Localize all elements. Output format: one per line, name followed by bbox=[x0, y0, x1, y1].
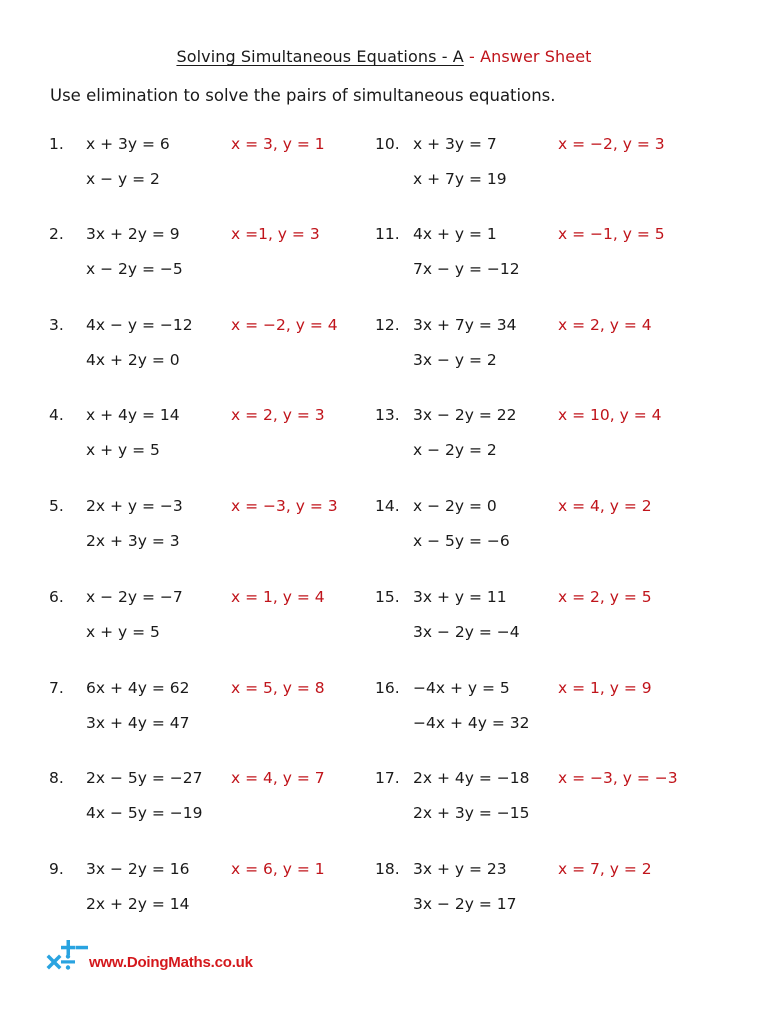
answer: x = −1, y = 5 bbox=[558, 225, 665, 243]
problem-number: 12. bbox=[375, 316, 400, 334]
equation-2: 4x − 5y = −19 bbox=[86, 804, 203, 822]
equation-2: x + y = 5 bbox=[86, 623, 160, 641]
equation-2: 7x − y = −12 bbox=[413, 260, 520, 278]
equation-1: x + 4y = 14 bbox=[86, 406, 180, 424]
equation-2: 2x + 2y = 14 bbox=[86, 895, 190, 913]
problem-number: 1. bbox=[49, 135, 64, 153]
equation-2: x − y = 2 bbox=[86, 170, 160, 188]
answer: x = −2, y = 4 bbox=[231, 316, 338, 334]
equation-1: x − 2y = −7 bbox=[86, 588, 183, 606]
equation-2: 3x − 2y = 17 bbox=[413, 895, 517, 913]
math-operators-icon bbox=[46, 938, 88, 978]
answer: x = 2, y = 5 bbox=[558, 588, 652, 606]
equation-2: 4x + 2y = 0 bbox=[86, 351, 180, 369]
problem-number: 16. bbox=[375, 679, 400, 697]
equation-2: 2x + 3y = −15 bbox=[413, 804, 530, 822]
equation-1: 3x + y = 23 bbox=[413, 860, 507, 878]
answer: x = −3, y = 3 bbox=[231, 497, 338, 515]
problem-number: 11. bbox=[375, 225, 400, 243]
equation-1: 3x − 2y = 16 bbox=[86, 860, 190, 878]
site-url-link[interactable]: www.DoingMaths.co.uk bbox=[89, 954, 253, 971]
equation-2: x + y = 5 bbox=[86, 441, 160, 459]
equation-1: 3x + 2y = 9 bbox=[86, 225, 180, 243]
equation-1: 3x − 2y = 22 bbox=[413, 406, 517, 424]
problem-number: 3. bbox=[49, 316, 64, 334]
answer: x = −3, y = −3 bbox=[558, 769, 678, 787]
answer: x = 3, y = 1 bbox=[231, 135, 325, 153]
title-separator: - bbox=[463, 47, 481, 66]
problem-number: 6. bbox=[49, 588, 64, 606]
equation-1: 6x + 4y = 62 bbox=[86, 679, 190, 697]
problem-number: 15. bbox=[375, 588, 400, 606]
answer: x = 2, y = 4 bbox=[558, 316, 652, 334]
worksheet-title: Solving Simultaneous Equations - A bbox=[176, 47, 464, 66]
equation-1: x − 2y = 0 bbox=[413, 497, 497, 515]
answer-sheet-label: Answer Sheet bbox=[480, 47, 592, 66]
instructions: Use elimination to solve the pairs of simultaneous equations. bbox=[50, 86, 556, 105]
equation-2: −4x + 4y = 32 bbox=[413, 714, 530, 732]
equation-2: 2x + 3y = 3 bbox=[86, 532, 180, 550]
problem-number: 9. bbox=[49, 860, 64, 878]
answer: x = 5, y = 8 bbox=[231, 679, 325, 697]
answer: x =1, y = 3 bbox=[231, 225, 320, 243]
answer: x = 10, y = 4 bbox=[558, 406, 662, 424]
equation-1: 4x − y = −12 bbox=[86, 316, 193, 334]
equation-1: 2x + y = −3 bbox=[86, 497, 183, 515]
answer: x = 4, y = 7 bbox=[231, 769, 325, 787]
problem-number: 4. bbox=[49, 406, 64, 424]
equation-1: 3x + 7y = 34 bbox=[413, 316, 517, 334]
equation-2: 3x − y = 2 bbox=[413, 351, 497, 369]
answer: x = 7, y = 2 bbox=[558, 860, 652, 878]
problem-number: 17. bbox=[375, 769, 400, 787]
equation-1: −4x + y = 5 bbox=[413, 679, 510, 697]
equation-2: x − 2y = −5 bbox=[86, 260, 183, 278]
equation-1: 2x + 4y = −18 bbox=[413, 769, 530, 787]
equation-1: 3x + y = 11 bbox=[413, 588, 507, 606]
equation-2: 3x − 2y = −4 bbox=[413, 623, 520, 641]
equation-1: 4x + y = 1 bbox=[413, 225, 497, 243]
problem-number: 5. bbox=[49, 497, 64, 515]
problem-number: 8. bbox=[49, 769, 64, 787]
equation-2: x − 2y = 2 bbox=[413, 441, 497, 459]
problem-number: 7. bbox=[49, 679, 64, 697]
problem-number: 2. bbox=[49, 225, 64, 243]
answer: x = 1, y = 9 bbox=[558, 679, 652, 697]
problem-number: 18. bbox=[375, 860, 400, 878]
equation-1: x + 3y = 6 bbox=[86, 135, 170, 153]
equation-2: x − 5y = −6 bbox=[413, 532, 510, 550]
answer: x = 4, y = 2 bbox=[558, 497, 652, 515]
equation-2: x + 7y = 19 bbox=[413, 170, 507, 188]
equation-1: x + 3y = 7 bbox=[413, 135, 497, 153]
answer: x = 6, y = 1 bbox=[231, 860, 325, 878]
problem-number: 10. bbox=[375, 135, 400, 153]
problem-number: 13. bbox=[375, 406, 400, 424]
problem-number: 14. bbox=[375, 497, 400, 515]
answer: x = 1, y = 4 bbox=[231, 588, 325, 606]
equation-2: 3x + 4y = 47 bbox=[86, 714, 190, 732]
answer: x = −2, y = 3 bbox=[558, 135, 665, 153]
page-title bbox=[0, 47, 768, 66]
answer: x = 2, y = 3 bbox=[231, 406, 325, 424]
equation-1: 2x − 5y = −27 bbox=[86, 769, 203, 787]
footer-branding bbox=[46, 938, 306, 978]
